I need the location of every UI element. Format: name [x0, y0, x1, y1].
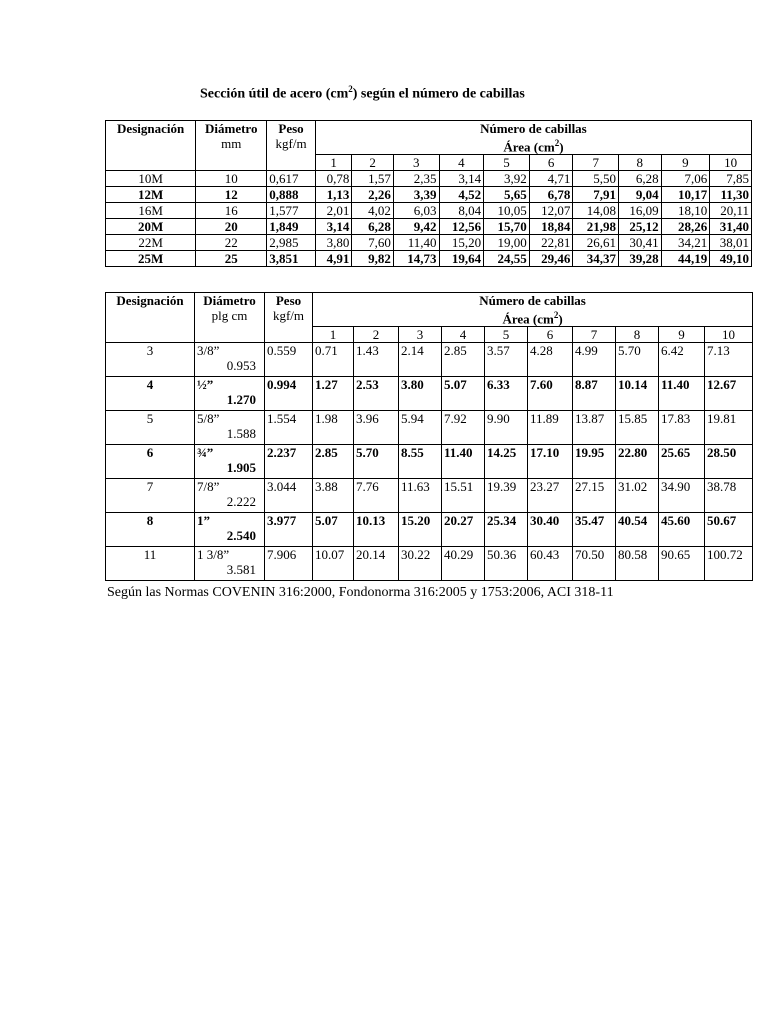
area-cell: 9,04	[619, 187, 662, 203]
area-cell: 20.27	[442, 513, 485, 547]
designacion-cell: 16M	[106, 203, 196, 219]
header-designacion: Designación	[106, 293, 195, 343]
peso-cell: 0.994	[265, 377, 313, 411]
area-cell: 39,28	[619, 251, 662, 267]
area-cell: 28,26	[661, 219, 710, 235]
diametro-plg: ¾”	[197, 445, 214, 461]
area-cell: 3,14	[439, 171, 484, 187]
area-cell: 38,01	[710, 235, 752, 251]
area-cell: 31.02	[616, 479, 659, 513]
table-row	[106, 219, 752, 235]
area-cell: 10,05	[484, 203, 530, 219]
area-cell: 34,37	[573, 251, 619, 267]
designacion-cell: 7	[106, 479, 195, 513]
area-cell: 80.58	[616, 547, 659, 581]
area-cell: 12.67	[705, 377, 753, 411]
table-row	[106, 343, 753, 377]
area-cell: 12,07	[529, 203, 573, 219]
footer-note: Según las Normas COVENIN 316:2000, Fondonorma 316:2005 y 1753:2006, ACI 318-11	[107, 585, 614, 600]
area-cell: 45.60	[659, 513, 705, 547]
peso-cell: 0,617	[267, 171, 316, 187]
peso-cell: 1,849	[267, 219, 316, 235]
diametro-cell: 25	[196, 251, 267, 267]
diametro-cm: 1.905	[226, 460, 256, 476]
area-cell: 24,55	[484, 251, 530, 267]
area-cell: 28.50	[705, 445, 753, 479]
header-area: Área $(cm^2)$	[315, 136, 751, 155]
area-cell: 7.60	[528, 377, 573, 411]
area-cell: 5.70	[354, 445, 399, 479]
area-cell: 9.90	[485, 411, 528, 445]
area-cell: 40.29	[442, 547, 485, 581]
area-cell: 3.96	[354, 411, 399, 445]
area-cell: 11.40	[442, 445, 485, 479]
area-cell: 34,21	[661, 235, 710, 251]
count-header: 1	[315, 155, 352, 171]
table-row	[106, 251, 752, 267]
diametro-cm: 2.540	[226, 528, 256, 544]
area-cell: 3.57	[485, 343, 528, 377]
table-row	[106, 513, 753, 547]
area-cell: 10.13	[354, 513, 399, 547]
designacion-cell: 22M	[106, 235, 196, 251]
area-cell: 70.50	[573, 547, 616, 581]
area-cell: 11,30	[710, 187, 752, 203]
area-cell: 29,46	[529, 251, 573, 267]
area-cell: 7,85	[710, 171, 752, 187]
diametro-cell: 12	[196, 187, 267, 203]
area-cell: 10,17	[661, 187, 710, 203]
area-cell: 25.65	[659, 445, 705, 479]
area-cell: 7,91	[573, 187, 619, 203]
area-cell: 14,08	[573, 203, 619, 219]
diametro-cell	[195, 411, 265, 445]
diametro-plg: 1 3/8”	[197, 547, 230, 563]
area-cell: 7.13	[705, 343, 753, 377]
area-cell: 3,39	[393, 187, 439, 203]
area-cell: 5.07	[442, 377, 485, 411]
count-header: 1	[313, 327, 354, 343]
area-cell: 2.85	[442, 343, 485, 377]
area-cell: 19.39	[485, 479, 528, 513]
count-header: 10	[705, 327, 753, 343]
area-cell: 25.34	[485, 513, 528, 547]
area-cell: 2,01	[315, 203, 352, 219]
peso-cell: 3.044	[265, 479, 313, 513]
diametro-cell	[195, 513, 265, 547]
area-cell: 19.95	[573, 445, 616, 479]
area-cell: 35.47	[573, 513, 616, 547]
area-cell: 17.83	[659, 411, 705, 445]
diametro-cm: 0.953	[226, 358, 256, 374]
area-cell: 1,13	[315, 187, 352, 203]
count-header: 8	[619, 155, 662, 171]
area-cell: 2.53	[354, 377, 399, 411]
area-cell: 50.67	[705, 513, 753, 547]
table-row	[106, 479, 753, 513]
area-cell: 5.94	[399, 411, 442, 445]
area-cell: 10.14	[616, 377, 659, 411]
diametro-cell: 10	[196, 171, 267, 187]
imperial-bar-table	[105, 292, 753, 581]
area-cell: 15.51	[442, 479, 485, 513]
area-cell: 4.99	[573, 343, 616, 377]
area-cell: 11,40	[393, 235, 439, 251]
header-diametro: Diámetro mm	[196, 121, 267, 171]
peso-cell: 2,985	[267, 235, 316, 251]
peso-cell: 7.906	[265, 547, 313, 581]
area-cell: 4.28	[528, 343, 573, 377]
count-header: 10	[710, 155, 752, 171]
area-cell: 2.85	[313, 445, 354, 479]
area-cell: 44,19	[661, 251, 710, 267]
area-cell: 60.43	[528, 547, 573, 581]
area-cell: 1.27	[313, 377, 354, 411]
diametro-cell: 22	[196, 235, 267, 251]
area-cell: 6.42	[659, 343, 705, 377]
count-header: 9	[661, 155, 710, 171]
area-cell: 5,65	[484, 187, 530, 203]
area-cell: 13.87	[573, 411, 616, 445]
diametro-plg: 5/8”	[197, 411, 220, 427]
diametro-cell: 16	[196, 203, 267, 219]
peso-cell: 1,577	[267, 203, 316, 219]
area-cell: 19.81	[705, 411, 753, 445]
designacion-cell: 11	[106, 547, 195, 581]
count-header: 2	[352, 155, 394, 171]
area-cell: 23.27	[528, 479, 573, 513]
diametro-cm: 1.588	[226, 426, 256, 442]
area-cell: 4,02	[352, 203, 394, 219]
area-cell: 1.98	[313, 411, 354, 445]
area-cell: 27.15	[573, 479, 616, 513]
header-peso: Peso kgf/m	[265, 293, 313, 343]
peso-cell: 0.559	[265, 343, 313, 377]
metric-bar-table	[105, 120, 752, 267]
area-cell: 50.36	[485, 547, 528, 581]
count-header: 9	[659, 327, 705, 343]
peso-cell: 2.237	[265, 445, 313, 479]
area-cell: 10.07	[313, 547, 354, 581]
header-area: Área $(cm^2)$	[313, 308, 753, 327]
area-cell: 18,84	[529, 219, 573, 235]
designacion-cell: 4	[106, 377, 195, 411]
count-header: 2	[354, 327, 399, 343]
area-cell: 34.90	[659, 479, 705, 513]
area-cell: 22,81	[529, 235, 573, 251]
area-cell: 6,28	[352, 219, 394, 235]
count-header: 6	[528, 327, 573, 343]
area-cell: 6,03	[393, 203, 439, 219]
area-cell: 3.80	[399, 377, 442, 411]
designacion-cell: 6	[106, 445, 195, 479]
designacion-cell: 8	[106, 513, 195, 547]
area-cell: 6,28	[619, 171, 662, 187]
table-row	[106, 445, 753, 479]
area-cell: 5,50	[573, 171, 619, 187]
diametro-cm: 2.222	[226, 494, 256, 510]
area-cell: 5.70	[616, 343, 659, 377]
area-cell: 1,57	[352, 171, 394, 187]
diametro-cm: 3.581	[226, 562, 256, 578]
designacion-cell: 25M	[106, 251, 196, 267]
diametro-cell	[195, 547, 265, 581]
area-cell: 38.78	[705, 479, 753, 513]
area-cell: 2,26	[352, 187, 394, 203]
area-cell: 14.25	[485, 445, 528, 479]
area-cell: 14,73	[393, 251, 439, 267]
count-header: 5	[485, 327, 528, 343]
diametro-plg: 7/8”	[197, 479, 220, 495]
count-header: 7	[573, 327, 616, 343]
count-header: 4	[439, 155, 484, 171]
count-header: 7	[573, 155, 619, 171]
area-cell: 2.14	[399, 343, 442, 377]
area-cell: 8.55	[399, 445, 442, 479]
area-cell: 3,92	[484, 171, 530, 187]
table-row	[106, 203, 752, 219]
area-cell: 7.92	[442, 411, 485, 445]
area-cell: 16,09	[619, 203, 662, 219]
diametro-plg: 3/8”	[197, 343, 220, 359]
count-header: 5	[484, 155, 530, 171]
area-cell: 3,80	[315, 235, 352, 251]
area-cell: 0,78	[315, 171, 352, 187]
area-cell: 8.87	[573, 377, 616, 411]
area-cell: 11.40	[659, 377, 705, 411]
area-cell: 90.65	[659, 547, 705, 581]
area-cell: 20.14	[354, 547, 399, 581]
area-cell: 17.10	[528, 445, 573, 479]
area-cell: 49,10	[710, 251, 752, 267]
area-cell: 4,52	[439, 187, 484, 203]
area-cell: 3,14	[315, 219, 352, 235]
area-cell: 15,20	[439, 235, 484, 251]
area-cell: 11.89	[528, 411, 573, 445]
area-cell: 40.54	[616, 513, 659, 547]
area-cell: 2,35	[393, 171, 439, 187]
count-header: 6	[529, 155, 573, 171]
area-cell: 7,06	[661, 171, 710, 187]
diametro-cell	[195, 445, 265, 479]
designacion-cell: 20M	[106, 219, 196, 235]
peso-cell: 1.554	[265, 411, 313, 445]
area-cell: 6.33	[485, 377, 528, 411]
area-cell: 9,42	[393, 219, 439, 235]
header-numero-cabillas: Número de cabillas	[315, 121, 751, 137]
table-row	[106, 411, 753, 445]
area-cell: 26,61	[573, 235, 619, 251]
peso-cell: 3.977	[265, 513, 313, 547]
diametro-plg: 1”	[197, 513, 210, 529]
area-cell: 4,71	[529, 171, 573, 187]
designacion-cell: 3	[106, 343, 195, 377]
diametro-cell	[195, 343, 265, 377]
area-cell: 15.20	[399, 513, 442, 547]
area-cell: 100.72	[705, 547, 753, 581]
header-numero-cabillas: Número de cabillas	[313, 293, 753, 309]
area-cell: 12,56	[439, 219, 484, 235]
area-cell: 11.63	[399, 479, 442, 513]
area-cell: 5.07	[313, 513, 354, 547]
diametro-cell	[195, 479, 265, 513]
area-cell: 21,98	[573, 219, 619, 235]
header-designacion: Designación	[106, 121, 196, 171]
area-cell: 15,70	[484, 219, 530, 235]
page-title: Sección útil de acero $(cm^2)$ según el número de cabillas	[200, 84, 525, 102]
count-header: 3	[393, 155, 439, 171]
area-cell: 30.40	[528, 513, 573, 547]
diametro-cell	[195, 377, 265, 411]
peso-cell: 3,851	[267, 251, 316, 267]
area-cell: 19,64	[439, 251, 484, 267]
header-peso: Peso kgf/m	[267, 121, 316, 171]
designacion-cell: 5	[106, 411, 195, 445]
area-cell: 7,60	[352, 235, 394, 251]
area-cell: 19,00	[484, 235, 530, 251]
area-cell: 15.85	[616, 411, 659, 445]
table-row	[106, 235, 752, 251]
header-diametro: Diámetro plg cm	[195, 293, 265, 343]
diametro-cell: 20	[196, 219, 267, 235]
area-cell: 25,12	[619, 219, 662, 235]
area-cell: 3.88	[313, 479, 354, 513]
area-cell: 6,78	[529, 187, 573, 203]
area-cell: 30.22	[399, 547, 442, 581]
table-row	[106, 377, 753, 411]
peso-cell: 0,888	[267, 187, 316, 203]
count-header: 3	[399, 327, 442, 343]
count-header: 8	[616, 327, 659, 343]
table-row	[106, 547, 753, 581]
diametro-plg: ½”	[197, 377, 214, 393]
area-cell: 4,91	[315, 251, 352, 267]
area-cell: 31,40	[710, 219, 752, 235]
count-header: 4	[442, 327, 485, 343]
area-cell: 18,10	[661, 203, 710, 219]
area-cell: 9,82	[352, 251, 394, 267]
table-row	[106, 171, 752, 187]
area-cell: 30,41	[619, 235, 662, 251]
area-cell: 8,04	[439, 203, 484, 219]
area-cell: 20,11	[710, 203, 752, 219]
area-cell: 22.80	[616, 445, 659, 479]
designacion-cell: 12M	[106, 187, 196, 203]
area-cell: 7.76	[354, 479, 399, 513]
area-cell: 1.43	[354, 343, 399, 377]
diametro-cm: 1.270	[226, 392, 256, 408]
area-cell: 0.71	[313, 343, 354, 377]
table-row	[106, 187, 752, 203]
designacion-cell: 10M	[106, 171, 196, 187]
